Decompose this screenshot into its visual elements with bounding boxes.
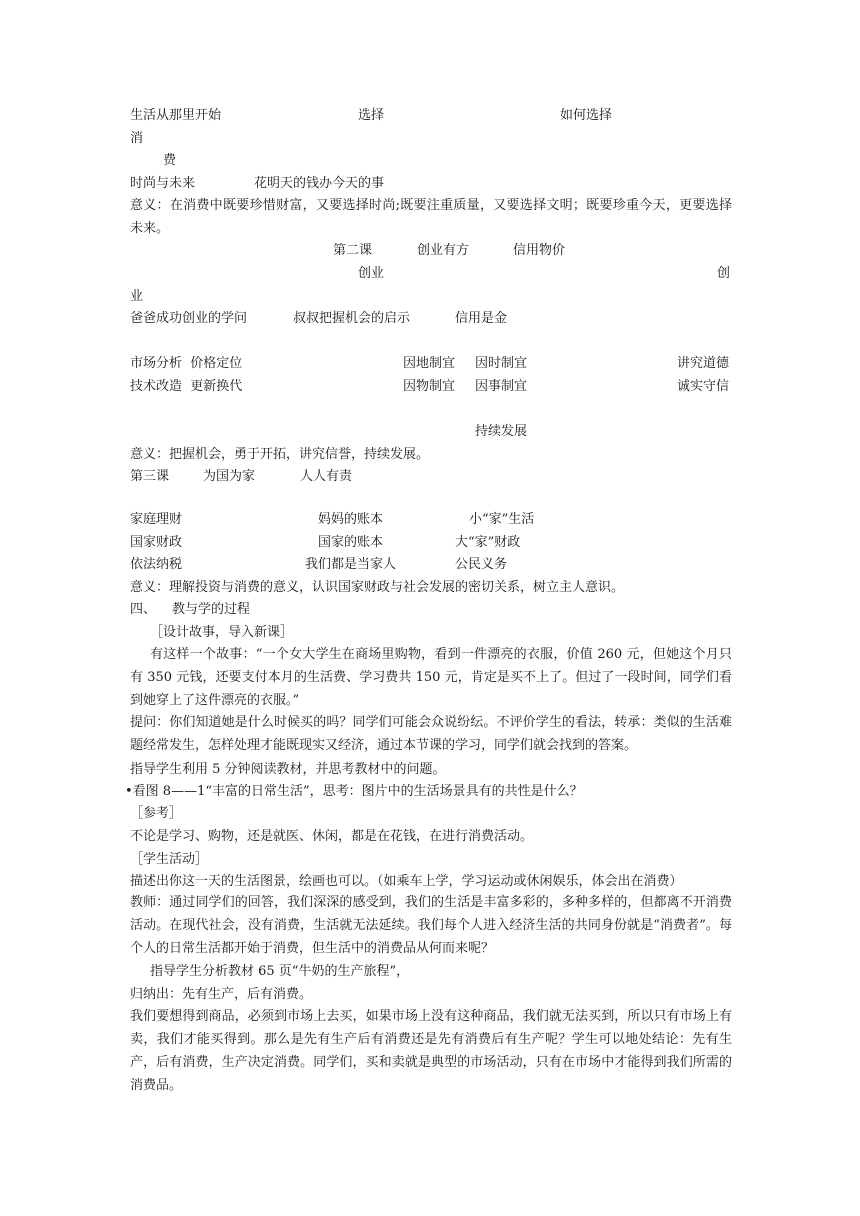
bracket-heading: ［学生活动］ bbox=[130, 852, 209, 867]
outline-text: 时尚与未来 bbox=[130, 176, 196, 191]
story-paragraph: 有这样一个故事：“一个女大学生在商场里购物，看到一件漂亮的衣服，价值 260 元，但她这个月只有 350 元钱，还要支付本月的生活费、学习费共 150 元，肯定是买不上了。但过了一段时间，同学们看到她穿上了这件漂亮的衣服。” bbox=[130, 647, 732, 708]
outline-text: 国家财政 bbox=[130, 535, 183, 550]
section-title: 教与学的过程 bbox=[172, 602, 251, 617]
outline-text: 花明天的钱办今天的事 bbox=[254, 176, 385, 191]
outline-text: 妈妈的账本 bbox=[318, 512, 384, 527]
section-number: 四、 bbox=[130, 602, 157, 617]
outline-text: 持续发展 bbox=[475, 424, 528, 439]
outline-text: 家庭理财 bbox=[130, 512, 183, 527]
body-line: 指导学生利用 5 分钟阅读教材，并思考教材中的问题。 bbox=[130, 762, 446, 777]
outline-text: 创业 bbox=[358, 266, 385, 281]
outline-text: 小“家”生活 bbox=[469, 512, 535, 527]
teacher-paragraph: 教师：通过同学们的回答，我们深深的感受到，我们的生活是丰富多彩的，多种多样的，但都离不开消费活动。在现代社会，没有消费，生活就无法延续。我们每个人进入经济生活的共同身份就是“消费者”。每个人的日常生活都开始于消费，但生活中的消费品从何而来呢？ bbox=[130, 895, 732, 956]
outline-text: 费 bbox=[163, 153, 177, 168]
outline-text: 我们都是当家人 bbox=[305, 557, 397, 572]
outline-text: 讲究道德 bbox=[677, 356, 730, 371]
conclusion-paragraph: 我们要想得到商品，必须到市场上去买，如果市场上没有这种商品，我们就无法买到，所以只有市场上有卖，我们才能买得到。那么是先有生产后有消费还是先有消费后有生产呢？学生可以地处结论：先有生产，后有消费，生产决定消费。同学们，买和卖就是典型的市场活动，只有在市场中才能得到我们所需的消费品。 bbox=[130, 1009, 732, 1093]
question-paragraph: 提问：你们知道她是什么时候买的吗？同学们可能会众说纷纭。不评价学生的看法，转承：类似的生活难题经常发生，怎样处理才能既现实又经济，通过本节课的学习，同学们就会找到的答案。 bbox=[130, 715, 732, 753]
body-line: 描述出你这一天的生活图景，绘画也可以。（如乘车上学，学习运动或休闲娱乐，体会出在消费） bbox=[130, 874, 683, 889]
outline-text: 大“家”财政 bbox=[455, 535, 521, 550]
meaning-line: 意义：把握机会，勇于开拓，讲究信誉，持续发展。 bbox=[130, 447, 430, 462]
outline-text: 公民义务 bbox=[455, 557, 508, 572]
outline-text: 叔叔把握机会的启示 bbox=[293, 311, 411, 326]
outline-text: 诚实守信 bbox=[677, 379, 730, 394]
lesson-title: 创业有方 bbox=[417, 243, 470, 258]
outline-text: 市场分析 价格定位 bbox=[130, 356, 243, 371]
outline-text: 如何选择 bbox=[560, 108, 613, 123]
meaning-line: 意义：理解投资与消费的意义，认识国家财政与社会发展的密切关系，树立主人意识。 bbox=[130, 580, 625, 595]
lesson-title: 信用物价 bbox=[513, 243, 566, 258]
lesson-title: 为国为家 bbox=[203, 469, 256, 484]
outline-text: 创 bbox=[717, 266, 731, 281]
outline-text: 生活从那里开始 bbox=[130, 108, 222, 123]
lesson-title: 人人有责 bbox=[300, 469, 353, 484]
lesson-title: 第二课 bbox=[333, 243, 373, 258]
outline-text: 国家的账本 bbox=[318, 535, 384, 550]
outline-text: 依法纳税 bbox=[130, 557, 183, 572]
outline-text: 消 bbox=[130, 131, 144, 146]
outline-text: 信用是金 bbox=[455, 311, 508, 326]
outline-text: 因地制宜 bbox=[403, 356, 456, 371]
outline-text: 因时制宜 bbox=[475, 356, 528, 371]
bracket-heading: ［参考］ bbox=[130, 806, 183, 821]
outline-text: 业 bbox=[130, 289, 144, 304]
outline-text: 因事制宜 bbox=[475, 379, 528, 394]
body-line: 指导学生分析教材 65 页“牛奶的生产旅程”， bbox=[150, 964, 410, 979]
outline-text: 技术改造 更新换代 bbox=[130, 379, 243, 394]
bracket-heading: ［设计故事，导入新课］ bbox=[150, 625, 294, 640]
outline-text: 爸爸成功创业的学问 bbox=[130, 311, 248, 326]
outline-text: 因物制宜 bbox=[403, 379, 456, 394]
body-line: 不论是学习、购物，还是就医、休闲，都是在花钱，在进行消费活动。 bbox=[130, 829, 534, 844]
outline-text: 选择 bbox=[358, 108, 385, 123]
lesson-title: 第三课 bbox=[130, 469, 170, 484]
body-line: 归纳出：先有生产，后有消费。 bbox=[130, 987, 313, 1002]
body-line: •看图 8——1“丰富的日常生活”，思考：图片中的生活场景具有的共性是什么？ bbox=[125, 784, 583, 799]
meaning-paragraph: 意义：在消费中既要珍惜财富，又要选择时尚;既要注重质量，又要选择文明；既要珍重今天，更要选择未来。 bbox=[130, 198, 732, 236]
